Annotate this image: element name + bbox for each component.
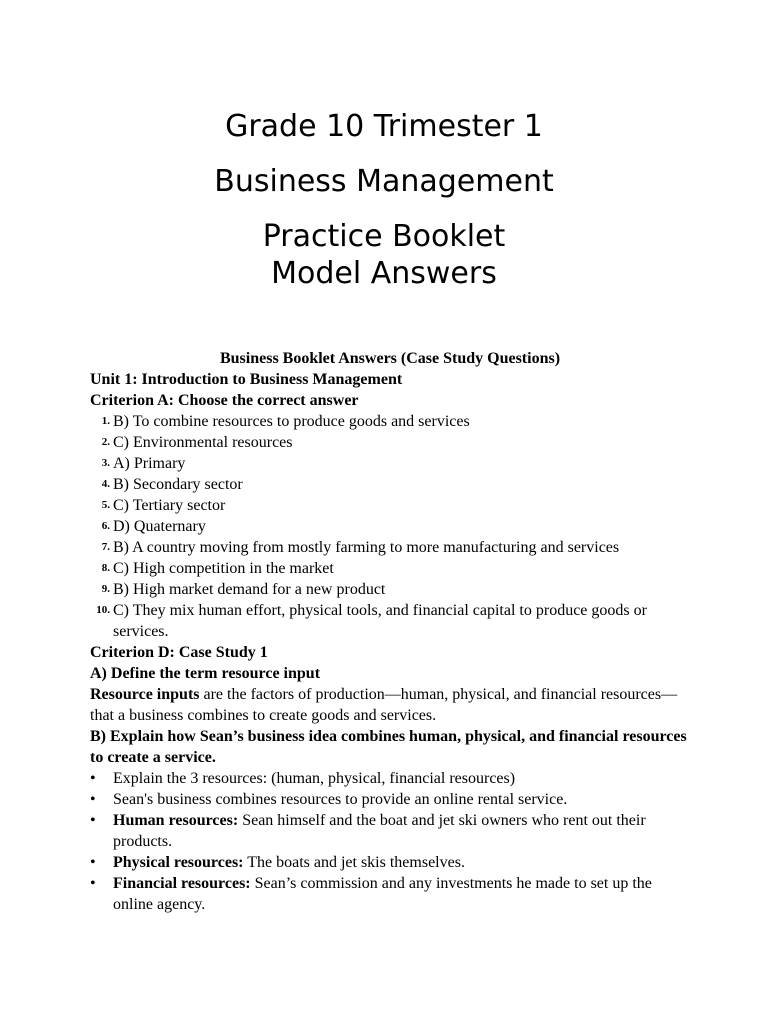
bullet-icon: • [90,875,96,892]
list-item [90,789,690,810]
bullet-text: Sean himself and the boat and jet ski owners who rent out their products. [113,812,646,850]
bullet-text: Explain the 3 resources: (human, physical, financial resources) [113,770,516,787]
item-number: 8. [101,562,110,574]
list-item [90,474,690,495]
list-item [90,810,690,852]
title-block [0,108,768,292]
bullet-text: Sean's business combines resources to provide an online rental service. [113,791,568,808]
item-text: B) A country moving from mostly farming to more manufacturing and services [113,539,620,556]
title-subject: Business Management [214,164,554,199]
item-text: A) Primary [113,455,186,472]
item-number: 4. [101,478,110,490]
list-item [90,600,690,642]
item-number: 10. [96,604,110,616]
bullet-bold-label: Human resources: [113,812,239,829]
title-model-answers: Model Answers [271,256,497,291]
item-number: 5. [101,499,110,511]
question-a: A) Define the term resource input [90,665,321,682]
list-item [90,852,690,873]
list-item [90,579,690,600]
section-heading: Business Booklet Answers (Case Study Questions) [219,350,561,367]
list-item [90,768,690,789]
title-grade: Grade 10 Trimester 1 [225,109,543,144]
item-number: 9. [101,583,110,595]
list-item [90,516,690,537]
answer-a-term: Resource inputs [90,686,200,703]
bullet-icon: • [90,854,96,871]
item-text: B) High market demand for a new product [113,581,386,598]
bullet-icon: • [90,791,96,808]
bullet-icon: • [90,812,96,829]
bullet-bold-label: Financial resources: [113,875,251,892]
bullet-text: The boats and jet skis themselves. [243,854,465,871]
bullet-icon: • [90,770,96,787]
list-item [90,537,690,558]
item-number: 6. [101,520,110,532]
item-number: 3. [101,457,110,469]
title-booklet: Practice Booklet [262,219,506,254]
item-text: C) High competition in the market [113,560,334,577]
item-text: C) Environmental resources [113,434,293,451]
question-b-bullet-list [90,768,690,915]
criterion-a-heading: Criterion A: Choose the correct answer [90,392,359,409]
bullet-text: Sean’s commission and any investments he made to set up the online agency. [113,875,652,913]
list-item [90,495,690,516]
answers-content [90,348,690,915]
item-number: 1. [101,415,110,427]
list-item [90,411,690,432]
list-item [90,873,690,915]
list-item [90,453,690,474]
answer-a-text: are the factors of production—human, physical, and financial resources—that a business combines to create goods and services. [90,686,678,724]
list-item [90,432,690,453]
item-number: 7. [101,541,110,553]
answer-a-paragraph [90,684,690,726]
unit-heading: Unit 1: Introduction to Business Management [90,371,403,388]
question-b: B) Explain how Sean’s business idea combines human, physical, and financial resources to create a service. [90,728,687,766]
bullet-bold-label: Physical resources: [113,854,244,871]
item-text: C) Tertiary sector [113,497,226,514]
item-number: 2. [101,436,110,448]
item-text: C) They mix human effort, physical tools, and financial capital to produce goods or services. [113,602,647,640]
item-text: B) Secondary sector [113,476,243,493]
item-text: B) To combine resources to produce goods and services [113,413,470,430]
list-item [90,558,690,579]
criterion-d-heading: Criterion D: Case Study 1 [90,644,268,661]
criterion-a-answer-list [90,411,690,642]
item-text: D) Quaternary [113,518,206,535]
